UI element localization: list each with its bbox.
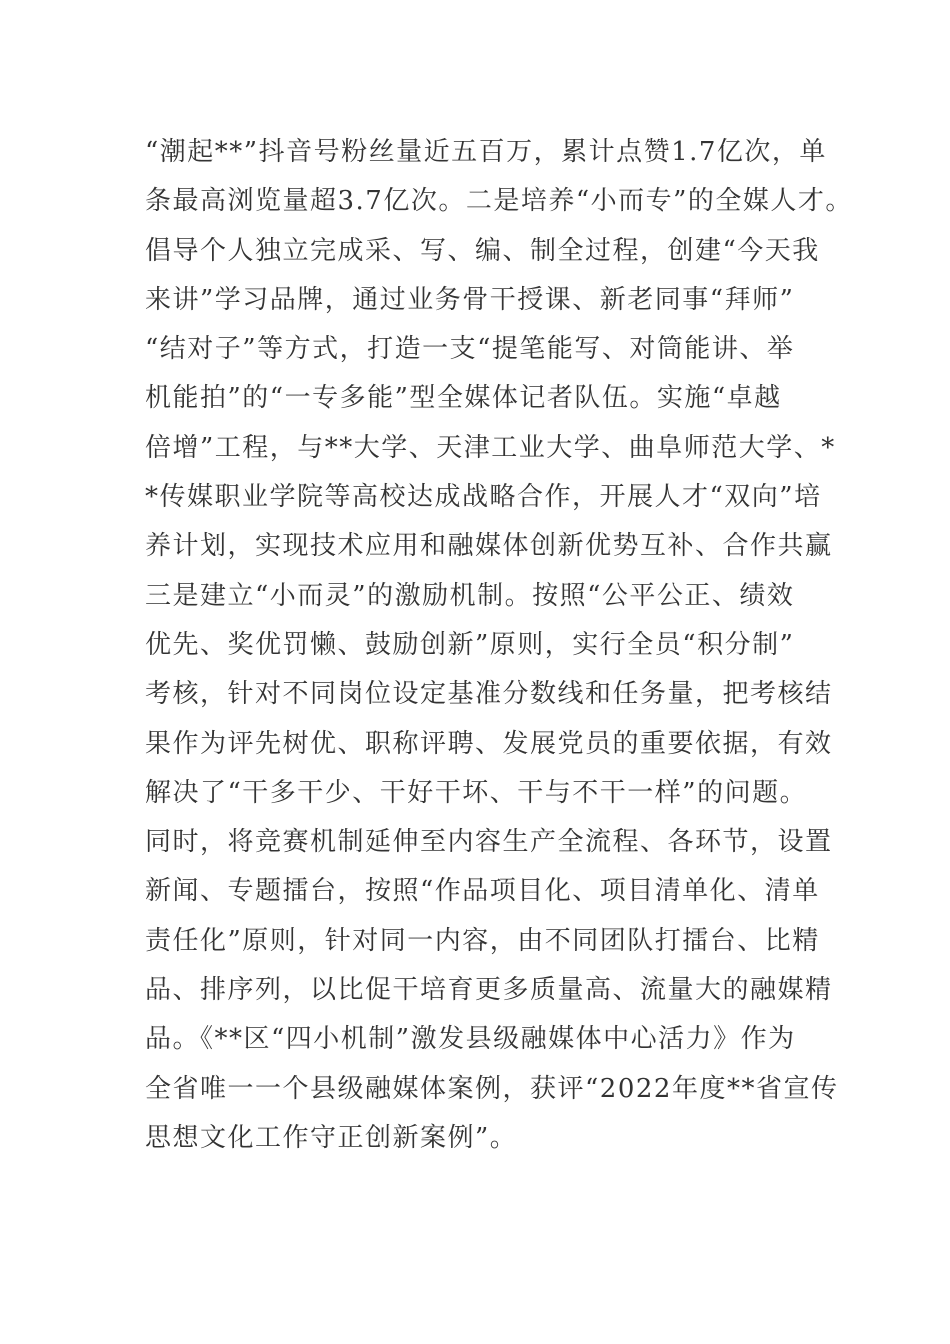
text-line-1: “潮起**”抖音号粉丝量近五百万，累计点赞1.7亿次，单 (145, 137, 827, 167)
text-line-9: 养计划，实现技术应用和融媒体创新优势互补、合作共赢 (145, 531, 833, 562)
text-line-18: 品、排序列，以比促干培育更多质量高、流量大的融媒精 (145, 975, 833, 1006)
text-line-19: 品。《**区“四小机制”激发县级融媒体中心活力》作为 (145, 1024, 796, 1055)
text-line-8: *传媒职业学院等高校达成战略合作，开展人才“双向”培 (145, 482, 822, 513)
text-line-15: 同时，将竞赛机制延伸至内容生产全流程、各环节，设置 (145, 827, 833, 858)
text-line-4: 来讲”学习品牌，通过业务骨干授课、新老同事“拜师” (145, 284, 795, 315)
text-line-2: 条最高浏览量超3.7亿次。二是培养“小而专”的全媒人才。 (145, 186, 853, 217)
text-line-20: 全省唯一一个县级融媒体案例，获评“2022年度**省宣传 (145, 1073, 839, 1104)
text-line-12: 考核，针对不同岗位设定基准分数线和任务量，把考核结 (145, 679, 833, 710)
text-line-14: 解决了“干多干少、干好干坏、干与不干一样”的问题。 (145, 777, 808, 808)
text-line-10: 三是建立“小而灵”的激励机制。按照“公平公正、绩效 (145, 580, 795, 611)
text-line-21: 思想文化工作守正创新案例”。 (145, 1122, 518, 1153)
text-line-7: 倍增”工程，与**大学、天津工业大学、曲阜师范大学、* (145, 432, 836, 463)
text-line-13: 果作为评先树优、职称评聘、发展党员的重要依据，有效 (145, 728, 833, 759)
text-line-11: 优先、奖优罚懒、鼓励创新”原则，实行全员“积分制” (145, 629, 795, 660)
text-line-16: 新闻、专题擂台，按照“作品项目化、项目清单化、清单 (145, 876, 820, 907)
body-paragraph (145, 128, 853, 1163)
text-line-6: 机能拍”的“一专多能”型全媒体记者队伍。实施“卓越 (145, 383, 782, 414)
text-line-17: 责任化”原则，针对同一内容，由不同团队打擂台、比精 (145, 925, 820, 956)
text-line-5: “结对子”等方式，打造一支“提笔能写、对筒能讲、举 (145, 334, 795, 365)
text-line-3: 倡导个人独立完成采、写、编、制全过程，创建“今天我 (145, 235, 820, 266)
